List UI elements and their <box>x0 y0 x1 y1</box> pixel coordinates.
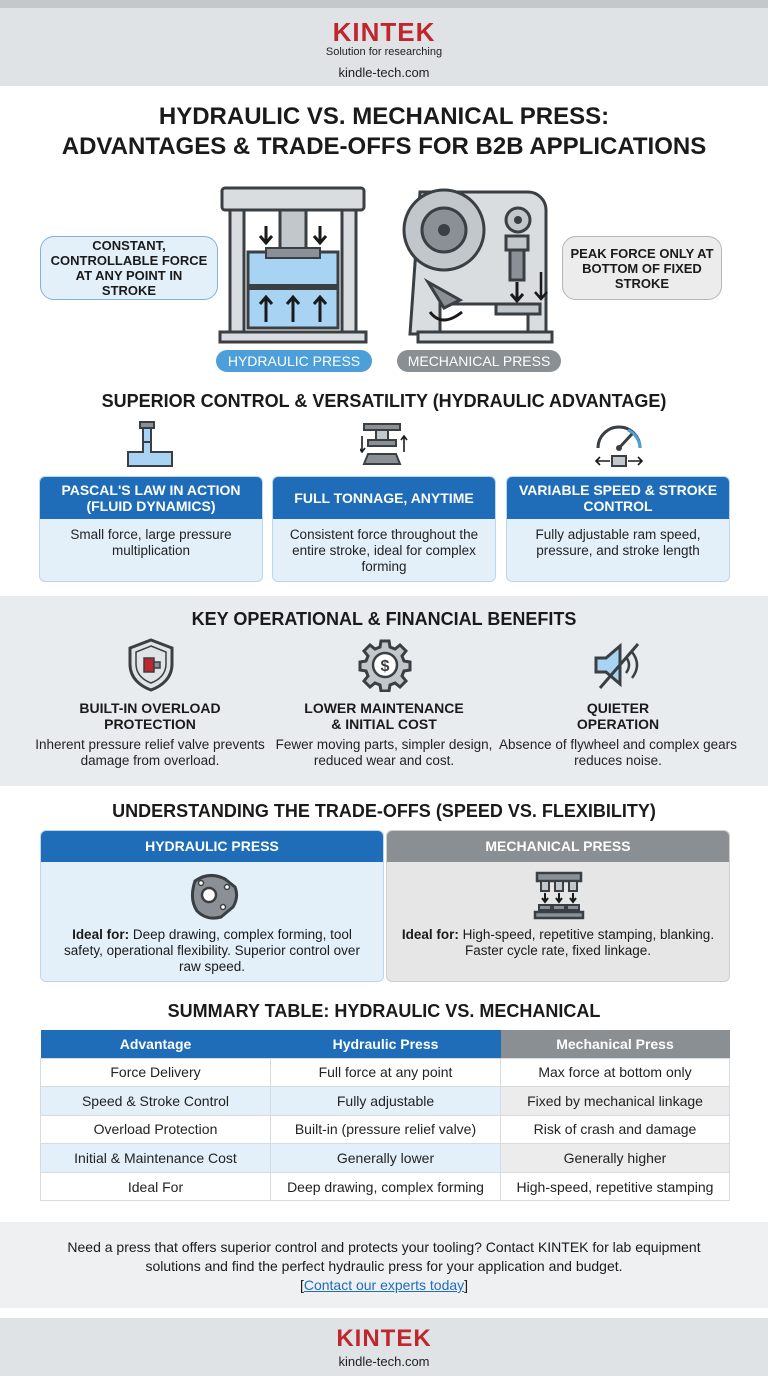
callout-mechanical: PEAK FORCE ONLY AT BOTTOM OF FIXED STROKE <box>562 236 722 300</box>
tradeoff-mechanical-desc: High-speed, repetitive stamping, blanking. Faster cycle rate, fixed linkage. <box>458 927 715 958</box>
section-title-control: SUPERIOR CONTROL & VERSATILITY (HYDRAULIC ADVANTAGE) <box>101 391 667 411</box>
card-full-tonnage <box>272 476 496 582</box>
cta-text: Need a press that offers superior control and protects your tooling? Contact KINTEK for lab equipment solutions and find the perfect hydraulic press for your application and budget. <box>67 1239 701 1274</box>
card-pascals-law <box>39 476 263 582</box>
summary-col-advantage: Advantage <box>41 1030 271 1058</box>
table-cell: Generally lower <box>271 1144 501 1173</box>
card-full-tonnage-body: Consistent force throughout the entire stroke, ideal for complex forming <box>289 527 479 574</box>
benefit-overload-protection <box>25 700 275 769</box>
table-cell: Initial & Maintenance Cost <box>41 1144 271 1173</box>
page-header <box>0 0 768 86</box>
speed-gauge-icon <box>592 420 646 470</box>
section-title-benefits: KEY OPERATIONAL & FINANCIAL BENEFITS <box>191 609 577 629</box>
table-row <box>41 1115 730 1144</box>
benefit-overload-title-line2: PROTECTION <box>104 716 196 732</box>
benefit-quiet-title-line1: QUIETER <box>586 700 650 716</box>
benefit-quiet-title-line2: OPERATION <box>576 716 660 732</box>
tradeoff-mechanical-lead: Ideal for: <box>401 927 459 942</box>
card-pascals-law-body: Small force, large pressure multiplication <box>70 527 232 558</box>
hydraulic-press-illustration <box>218 186 368 346</box>
footer-brand-logo: KINTEK <box>336 1325 432 1352</box>
callout-hydraulic: CONSTANT, CONTROLLABLE FORCE AT ANY POINT IN STROKE <box>40 236 218 300</box>
page-title-line1: HYDRAULIC VS. MECHANICAL PRESS: <box>158 103 610 130</box>
tradeoff-mechanical-panel <box>386 830 730 982</box>
benefit-overload-title-line1: BUILT-IN OVERLOAD <box>79 700 221 716</box>
table-row <box>41 1144 730 1173</box>
table-cell: Risk of crash and damage <box>501 1115 730 1144</box>
card-variable-speed-title: VARIABLE SPEED & STROKE CONTROL <box>507 477 729 519</box>
stamping-dies-icon <box>533 869 585 921</box>
table-cell: Ideal For <box>41 1172 271 1201</box>
benefit-cost-title-line1: LOWER MAINTENANCE <box>304 700 464 716</box>
tradeoff-hydraulic-panel <box>40 830 384 982</box>
table-cell: Built-in (pressure relief valve) <box>271 1115 501 1144</box>
formed-part-icon <box>187 869 239 921</box>
table-row <box>41 1058 730 1087</box>
brand-tagline: Solution for researching <box>325 46 443 58</box>
benefit-cost-title-line2: & INITIAL COST <box>331 716 437 732</box>
cta-link-line <box>0 1276 768 1295</box>
table-row <box>41 1087 730 1116</box>
card-variable-speed <box>506 476 730 582</box>
table-cell: Fully adjustable <box>271 1087 501 1116</box>
tradeoff-hydraulic-head: HYDRAULIC PRESS <box>41 831 383 862</box>
summary-header-row <box>41 1030 730 1058</box>
hydraulic-press-label: HYDRAULIC PRESS <box>216 350 372 372</box>
site-url[interactable]: kindle-tech.com <box>338 65 430 80</box>
mechanical-press-label: MECHANICAL PRESS <box>397 350 561 372</box>
table-cell: High-speed, repetitive stamping <box>501 1172 730 1201</box>
gear-dollar-icon <box>358 638 412 692</box>
page-title <box>0 102 768 162</box>
footer-site-url[interactable]: kindle-tech.com <box>338 1354 430 1369</box>
summary-col-hydraulic: Hydraulic Press <box>271 1030 501 1058</box>
benefit-quiet-desc: Absence of flywheel and complex gears reduces noise. <box>499 737 737 768</box>
page-footer <box>0 1318 768 1376</box>
page-title-line2: ADVANTAGES & TRADE-OFFS FOR B2B APPLICATIONS <box>61 133 707 160</box>
table-cell: Force Delivery <box>41 1058 271 1087</box>
mechanical-press-illustration <box>400 182 558 348</box>
card-pascals-law-title: PASCAL'S LAW IN ACTION (FLUID DYNAMICS) <box>40 477 262 519</box>
table-cell: Max force at bottom only <box>501 1058 730 1087</box>
tradeoff-hydraulic-text <box>53 927 371 975</box>
cta-bracket-open: [ <box>299 1277 304 1293</box>
benefit-lower-cost <box>259 700 509 769</box>
summary-col-mechanical: Mechanical Press <box>501 1030 730 1058</box>
tradeoff-mechanical-head: MECHANICAL PRESS <box>387 831 729 862</box>
full-tonnage-press-icon <box>360 420 408 470</box>
speaker-muted-icon <box>592 638 646 692</box>
table-cell: Speed & Stroke Control <box>41 1087 271 1116</box>
svg-text:$: $ <box>380 658 390 675</box>
card-full-tonnage-title: FULL TONNAGE, ANYTIME <box>273 477 495 519</box>
table-cell: Deep drawing, complex forming <box>271 1172 501 1201</box>
section-title-summary: SUMMARY TABLE: HYDRAULIC VS. MECHANICAL <box>167 1001 601 1021</box>
table-cell: Generally higher <box>501 1144 730 1173</box>
tradeoff-hydraulic-lead: Ideal for: <box>72 927 130 942</box>
benefit-cost-desc: Fewer moving parts, simpler design, reduced wear and cost. <box>275 737 493 768</box>
brand-logo: KINTEK <box>332 17 436 47</box>
contact-experts-link[interactable]: Contact our experts today <box>303 1277 465 1293</box>
benefit-overload-desc: Inherent pressure relief valve prevents damage from overload. <box>35 737 265 768</box>
table-cell: Full force at any point <box>271 1058 501 1087</box>
pascal-piston-icon <box>124 420 176 470</box>
tradeoff-hydraulic-desc: Deep drawing, complex forming, tool safety, operational flexibility. Superior control over raw speed. <box>64 927 360 974</box>
table-cell: Overload Protection <box>41 1115 271 1144</box>
cta-bracket-close: ] <box>464 1277 469 1293</box>
cta-band <box>0 1222 768 1308</box>
summary-table <box>40 1030 730 1201</box>
section-title-tradeoffs: UNDERSTANDING THE TRADE-OFFS (SPEED VS. FLEXIBILITY) <box>112 801 656 821</box>
tradeoff-mechanical-text <box>399 927 717 959</box>
shield-valve-icon <box>128 638 174 692</box>
benefit-quieter-operation <box>493 700 743 769</box>
card-variable-speed-body: Fully adjustable ram speed, pressure, and stroke length <box>535 527 701 558</box>
table-row <box>41 1172 730 1201</box>
table-cell: Fixed by mechanical linkage <box>501 1087 730 1116</box>
